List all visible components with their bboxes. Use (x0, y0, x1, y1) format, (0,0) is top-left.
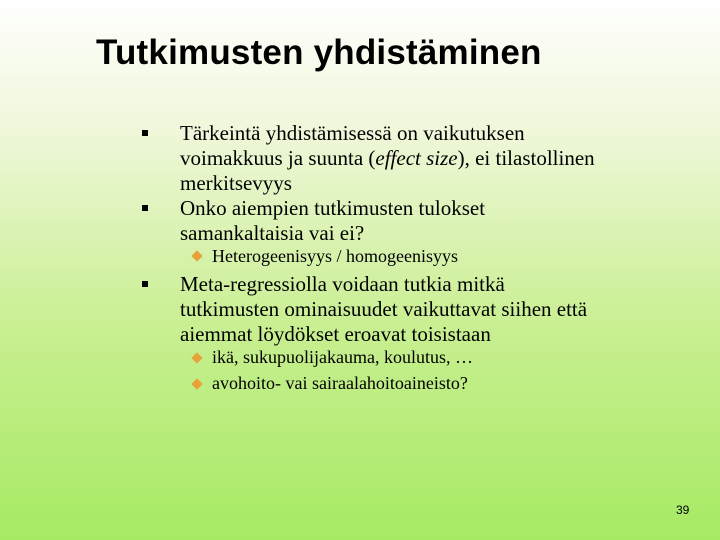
square-bullet-icon (142, 281, 148, 287)
bullet-item (180, 272, 680, 347)
square-bullet-icon (142, 130, 148, 136)
bullet-line: aiemmat löydökset eroavat toisistaan (180, 322, 491, 346)
page-number: 39 (676, 503, 690, 517)
bullet-text: voimakkuus ja suunta ( (180, 146, 376, 170)
diamond-bullet-icon (191, 378, 202, 389)
bullet-line (180, 146, 680, 171)
italic-term: effect size (375, 146, 458, 170)
bullet-line: samankaltaisia vai ei? (180, 221, 365, 245)
bullet-line: Meta-regressiolla voidaan tutkia mitkä (180, 272, 505, 296)
bullet-text: ), ei tilastollinen (457, 146, 595, 170)
bullet-item (180, 196, 680, 246)
diamond-bullet-icon (191, 352, 202, 363)
sub-bullet-item: ikä, sukupuolijakauma, koulutus, … (212, 347, 473, 367)
bullet-line: Tärkeintä yhdistämisessä on vaikutuksen (180, 121, 525, 145)
sub-bullet-item: Heterogeenisyys / homogeenisyys (212, 246, 458, 266)
sub-bullet-item: avohoito- vai sairaalahoitoaineisto? (212, 373, 468, 393)
diamond-bullet-icon (191, 250, 202, 261)
bullet-line: Onko aiempien tutkimusten tulokset (180, 196, 486, 220)
square-bullet-icon (142, 205, 148, 211)
slide-title: Tutkimusten yhdistäminen (96, 33, 542, 72)
bullet-line: merkitsevyys (180, 171, 292, 195)
bullet-line: tutkimusten ominaisuudet vaikuttavat siihen että (180, 297, 588, 321)
bullet-item (180, 121, 680, 196)
